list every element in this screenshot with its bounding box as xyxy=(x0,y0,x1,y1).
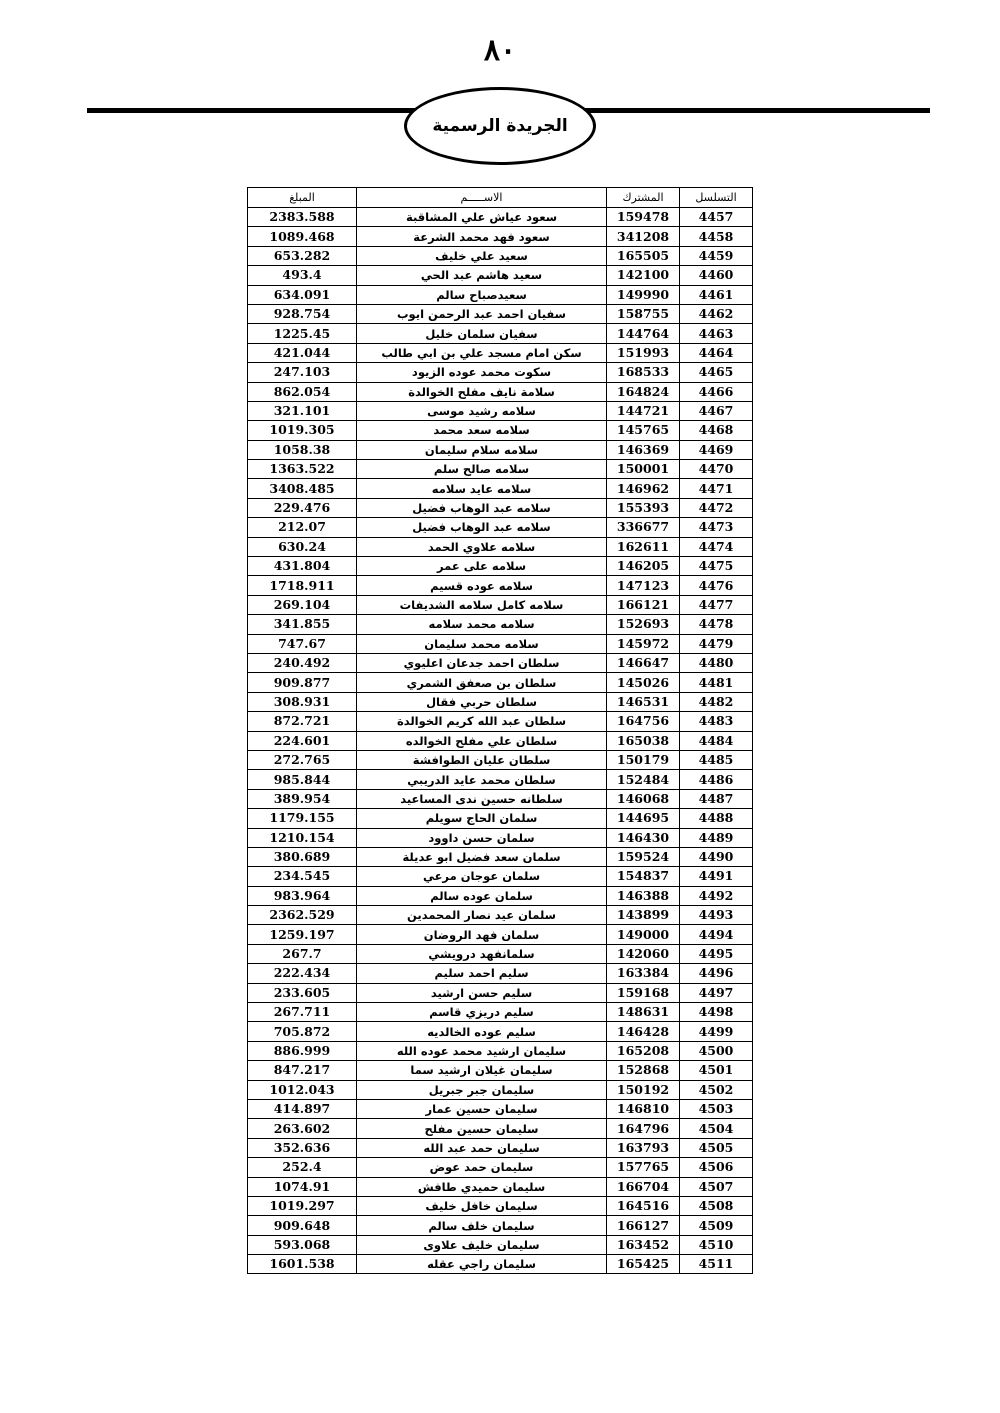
column-header-subscriber: المشترك xyxy=(607,188,680,208)
table-row xyxy=(248,363,753,382)
subscriber-cell: 148631 xyxy=(607,1003,680,1022)
subscriber-cell: 144721 xyxy=(607,401,680,420)
table-row xyxy=(248,518,753,537)
subscriber-cell: 164824 xyxy=(607,382,680,401)
name-cell: سلامه عبد الوهاب فضيل xyxy=(357,518,607,537)
table-row xyxy=(248,246,753,265)
subscriber-cell: 168533 xyxy=(607,363,680,382)
name-cell: سعود فهد محمد الشرعة xyxy=(357,227,607,246)
subscriber-cell: 146369 xyxy=(607,440,680,459)
name-cell: سليمان حسين عمار xyxy=(357,1099,607,1118)
table-row xyxy=(248,692,753,711)
serial-cell: 4491 xyxy=(680,867,753,886)
table-row xyxy=(248,867,753,886)
serial-cell: 4480 xyxy=(680,653,753,672)
amount-cell: 705.872 xyxy=(248,1022,357,1041)
name-cell: سكن امام مسجد علي بن ابي طالب xyxy=(357,343,607,362)
amount-cell: 1210.154 xyxy=(248,828,357,847)
serial-cell: 4482 xyxy=(680,692,753,711)
amount-cell: 421.044 xyxy=(248,343,357,362)
name-cell: سلمان سعد فضيل ابو عديلة xyxy=(357,847,607,866)
subscriber-cell: 146205 xyxy=(607,557,680,576)
serial-cell: 4505 xyxy=(680,1138,753,1157)
serial-cell: 4500 xyxy=(680,1041,753,1060)
subscriber-cell: 150001 xyxy=(607,460,680,479)
table-row xyxy=(248,1041,753,1060)
subscriber-cell: 152693 xyxy=(607,615,680,634)
amount-cell: 233.605 xyxy=(248,983,357,1002)
name-cell: سليمان راجي عقله xyxy=(357,1255,607,1274)
serial-cell: 4461 xyxy=(680,285,753,304)
subscriber-cell: 145765 xyxy=(607,421,680,440)
amount-cell: 247.103 xyxy=(248,363,357,382)
name-cell: سليمان حميدي طافش xyxy=(357,1177,607,1196)
table-row xyxy=(248,440,753,459)
amount-cell: 985.844 xyxy=(248,770,357,789)
table-row xyxy=(248,1177,753,1196)
amount-cell: 1058.38 xyxy=(248,440,357,459)
amount-cell: 229.476 xyxy=(248,498,357,517)
name-cell: سلمان حسن داوود xyxy=(357,828,607,847)
serial-cell: 4487 xyxy=(680,789,753,808)
payments-table-container xyxy=(247,187,752,1274)
table-row xyxy=(248,1119,753,1138)
subscriber-cell: 152868 xyxy=(607,1061,680,1080)
amount-cell: 653.282 xyxy=(248,246,357,265)
serial-cell: 4459 xyxy=(680,246,753,265)
amount-cell: 431.804 xyxy=(248,557,357,576)
amount-cell: 1019.297 xyxy=(248,1196,357,1215)
column-header-amount: المبلغ xyxy=(248,188,357,208)
amount-cell: 747.67 xyxy=(248,634,357,653)
subscriber-cell: 163793 xyxy=(607,1138,680,1157)
serial-cell: 4471 xyxy=(680,479,753,498)
amount-cell: 909.877 xyxy=(248,673,357,692)
amount-cell: 630.24 xyxy=(248,537,357,556)
name-cell: سلامه كامل سلامه الشديفات xyxy=(357,595,607,614)
amount-cell: 862.054 xyxy=(248,382,357,401)
subscriber-cell: 147123 xyxy=(607,576,680,595)
name-cell: سلامه عايد سلامه xyxy=(357,479,607,498)
subscriber-cell: 165038 xyxy=(607,731,680,750)
table-row xyxy=(248,343,753,362)
table-row xyxy=(248,1080,753,1099)
amount-cell: 352.636 xyxy=(248,1138,357,1157)
table-row xyxy=(248,886,753,905)
serial-cell: 4492 xyxy=(680,886,753,905)
serial-cell: 4478 xyxy=(680,615,753,634)
subscriber-cell: 164516 xyxy=(607,1196,680,1215)
serial-cell: 4498 xyxy=(680,1003,753,1022)
table-row xyxy=(248,1255,753,1274)
name-cell: سليمان خلف سالم xyxy=(357,1216,607,1235)
table-row xyxy=(248,1003,753,1022)
name-cell: سلمانفهد درويشي xyxy=(357,944,607,963)
table-row xyxy=(248,557,753,576)
amount-cell: 240.492 xyxy=(248,653,357,672)
serial-cell: 4470 xyxy=(680,460,753,479)
subscriber-cell: 336677 xyxy=(607,518,680,537)
amount-cell: 1363.522 xyxy=(248,460,357,479)
table-body xyxy=(248,208,753,1274)
amount-cell: 414.897 xyxy=(248,1099,357,1118)
amount-cell: 1718.911 xyxy=(248,576,357,595)
name-cell: سفيان سلمان خليل xyxy=(357,324,607,343)
name-cell: سعيدصباح سالم xyxy=(357,285,607,304)
amount-cell: 886.999 xyxy=(248,1041,357,1060)
name-cell: سفيان احمد عبد الرحمن ايوب xyxy=(357,304,607,323)
serial-cell: 4490 xyxy=(680,847,753,866)
amount-cell: 1089.468 xyxy=(248,227,357,246)
name-cell: سلمان عوجان مرعي xyxy=(357,867,607,886)
amount-cell: 1259.197 xyxy=(248,925,357,944)
table-row xyxy=(248,673,753,692)
name-cell: سلامة نايف مفلح الخوالدة xyxy=(357,382,607,401)
serial-cell: 4510 xyxy=(680,1235,753,1254)
name-cell: سلمان عيد نصار المحمدين xyxy=(357,906,607,925)
subscriber-cell: 146430 xyxy=(607,828,680,847)
serial-cell: 4464 xyxy=(680,343,753,362)
serial-cell: 4507 xyxy=(680,1177,753,1196)
name-cell: سلطان بن صعفق الشمري xyxy=(357,673,607,692)
serial-cell: 4509 xyxy=(680,1216,753,1235)
table-row xyxy=(248,1158,753,1177)
name-cell: سلامه سعد محمد xyxy=(357,421,607,440)
serial-cell: 4472 xyxy=(680,498,753,517)
serial-cell: 4476 xyxy=(680,576,753,595)
table-row xyxy=(248,634,753,653)
amount-cell: 1074.91 xyxy=(248,1177,357,1196)
amount-cell: 341.855 xyxy=(248,615,357,634)
serial-cell: 4504 xyxy=(680,1119,753,1138)
name-cell: سلامه عوده قسيم xyxy=(357,576,607,595)
table-row xyxy=(248,460,753,479)
serial-cell: 4465 xyxy=(680,363,753,382)
name-cell: سكوت محمد عوده الزيود xyxy=(357,363,607,382)
amount-cell: 493.4 xyxy=(248,266,357,285)
name-cell: سلامه محمد سليمان xyxy=(357,634,607,653)
table-row xyxy=(248,906,753,925)
name-cell: سلطان عبد الله كريم الخوالدة xyxy=(357,712,607,731)
name-cell: سلطان احمد جدعان اعليوي xyxy=(357,653,607,672)
serial-cell: 4502 xyxy=(680,1080,753,1099)
name-cell: سلامه على عمر xyxy=(357,557,607,576)
amount-cell: 272.765 xyxy=(248,750,357,769)
table-row xyxy=(248,1099,753,1118)
table-row xyxy=(248,809,753,828)
amount-cell: 634.091 xyxy=(248,285,357,304)
table-row xyxy=(248,576,753,595)
amount-cell: 224.601 xyxy=(248,731,357,750)
table-row xyxy=(248,324,753,343)
serial-cell: 4499 xyxy=(680,1022,753,1041)
subscriber-cell: 159168 xyxy=(607,983,680,1002)
serial-cell: 4474 xyxy=(680,537,753,556)
gazette-title: الجريدة الرسمية xyxy=(432,116,568,136)
serial-cell: 4473 xyxy=(680,518,753,537)
table-row xyxy=(248,1235,753,1254)
serial-cell: 4457 xyxy=(680,208,753,227)
amount-cell: 872.721 xyxy=(248,712,357,731)
serial-cell: 4463 xyxy=(680,324,753,343)
amount-cell: 2362.529 xyxy=(248,906,357,925)
subscriber-cell: 163384 xyxy=(607,964,680,983)
table-row xyxy=(248,285,753,304)
table-row xyxy=(248,615,753,634)
name-cell: سلطانه حسين ندى المساعيد xyxy=(357,789,607,808)
amount-cell: 212.07 xyxy=(248,518,357,537)
name-cell: سليمان حمد عوض xyxy=(357,1158,607,1177)
serial-cell: 4484 xyxy=(680,731,753,750)
name-cell: سليم احمد سليم xyxy=(357,964,607,983)
table-row xyxy=(248,1022,753,1041)
subscriber-cell: 149990 xyxy=(607,285,680,304)
table-row xyxy=(248,1216,753,1235)
table-row xyxy=(248,227,753,246)
serial-cell: 4469 xyxy=(680,440,753,459)
subscriber-cell: 165505 xyxy=(607,246,680,265)
subscriber-cell: 146068 xyxy=(607,789,680,808)
subscriber-cell: 166127 xyxy=(607,1216,680,1235)
name-cell: سلطان عليان الطوافشة xyxy=(357,750,607,769)
table-row xyxy=(248,382,753,401)
column-header-name: الاســـــم xyxy=(357,188,607,208)
subscriber-cell: 152484 xyxy=(607,770,680,789)
subscriber-cell: 142100 xyxy=(607,266,680,285)
amount-cell: 263.602 xyxy=(248,1119,357,1138)
amount-cell: 389.954 xyxy=(248,789,357,808)
amount-cell: 267.711 xyxy=(248,1003,357,1022)
name-cell: سليمان خليف علاوى xyxy=(357,1235,607,1254)
serial-cell: 4508 xyxy=(680,1196,753,1215)
name-cell: سليم دريزي قاسم xyxy=(357,1003,607,1022)
amount-cell: 3408.485 xyxy=(248,479,357,498)
table-row xyxy=(248,789,753,808)
amount-cell: 321.101 xyxy=(248,401,357,420)
amount-cell: 222.434 xyxy=(248,964,357,983)
serial-cell: 4486 xyxy=(680,770,753,789)
table-row xyxy=(248,983,753,1002)
name-cell: سليم حسن ارشيد xyxy=(357,983,607,1002)
table-row xyxy=(248,304,753,323)
amount-cell: 308.931 xyxy=(248,692,357,711)
subscriber-cell: 155393 xyxy=(607,498,680,517)
amount-cell: 1225.45 xyxy=(248,324,357,343)
table-row xyxy=(248,750,753,769)
subscriber-cell: 149000 xyxy=(607,925,680,944)
subscriber-cell: 151993 xyxy=(607,343,680,362)
serial-cell: 4489 xyxy=(680,828,753,847)
name-cell: سليمان ارشيد محمد عوده الله xyxy=(357,1041,607,1060)
serial-cell: 4503 xyxy=(680,1099,753,1118)
serial-cell: 4497 xyxy=(680,983,753,1002)
subscriber-cell: 143899 xyxy=(607,906,680,925)
amount-cell: 1601.538 xyxy=(248,1255,357,1274)
name-cell: سلامه عبد الوهاب فضيل xyxy=(357,498,607,517)
serial-cell: 4466 xyxy=(680,382,753,401)
subscriber-cell: 146531 xyxy=(607,692,680,711)
serial-cell: 4460 xyxy=(680,266,753,285)
subscriber-cell: 159524 xyxy=(607,847,680,866)
name-cell: سلمان عوده سالم xyxy=(357,886,607,905)
table-row xyxy=(248,828,753,847)
amount-cell: 267.7 xyxy=(248,944,357,963)
serial-cell: 4483 xyxy=(680,712,753,731)
name-cell: سلطان محمد عايد الدريبي xyxy=(357,770,607,789)
amount-cell: 593.068 xyxy=(248,1235,357,1254)
subscriber-cell: 146388 xyxy=(607,886,680,905)
name-cell: سلمان فهد الروضان xyxy=(357,925,607,944)
serial-cell: 4481 xyxy=(680,673,753,692)
amount-cell: 909.648 xyxy=(248,1216,357,1235)
subscriber-cell: 146428 xyxy=(607,1022,680,1041)
subscriber-cell: 145972 xyxy=(607,634,680,653)
serial-cell: 4485 xyxy=(680,750,753,769)
name-cell: سليم عوده الخالديه xyxy=(357,1022,607,1041)
name-cell: سليمان جبر جبريل xyxy=(357,1080,607,1099)
header-oval xyxy=(404,87,596,165)
name-cell: سلامه علاوي الحمد xyxy=(357,537,607,556)
payments-table xyxy=(247,187,753,1274)
subscriber-cell: 164796 xyxy=(607,1119,680,1138)
serial-cell: 4496 xyxy=(680,964,753,983)
subscriber-cell: 150179 xyxy=(607,750,680,769)
subscriber-cell: 166704 xyxy=(607,1177,680,1196)
amount-cell: 1019.305 xyxy=(248,421,357,440)
subscriber-cell: 144764 xyxy=(607,324,680,343)
serial-cell: 4477 xyxy=(680,595,753,614)
amount-cell: 1179.155 xyxy=(248,809,357,828)
serial-cell: 4506 xyxy=(680,1158,753,1177)
serial-cell: 4494 xyxy=(680,925,753,944)
subscriber-cell: 146647 xyxy=(607,653,680,672)
amount-cell: 380.689 xyxy=(248,847,357,866)
table-row xyxy=(248,595,753,614)
table-row xyxy=(248,925,753,944)
name-cell: سليمان حسين مفلح xyxy=(357,1119,607,1138)
subscriber-cell: 159478 xyxy=(607,208,680,227)
name-cell: سليمان حمد عبد الله xyxy=(357,1138,607,1157)
amount-cell: 269.104 xyxy=(248,595,357,614)
table-header-row xyxy=(248,188,753,208)
table-row xyxy=(248,498,753,517)
serial-cell: 4488 xyxy=(680,809,753,828)
serial-cell: 4493 xyxy=(680,906,753,925)
subscriber-cell: 166121 xyxy=(607,595,680,614)
table-row xyxy=(248,964,753,983)
table-row xyxy=(248,208,753,227)
subscriber-cell: 157765 xyxy=(607,1158,680,1177)
name-cell: سلامه صالح سلم xyxy=(357,460,607,479)
subscriber-cell: 341208 xyxy=(607,227,680,246)
serial-cell: 4462 xyxy=(680,304,753,323)
serial-cell: 4511 xyxy=(680,1255,753,1274)
table-row xyxy=(248,653,753,672)
table-row xyxy=(248,479,753,498)
table-row xyxy=(248,712,753,731)
table-row xyxy=(248,421,753,440)
serial-cell: 4468 xyxy=(680,421,753,440)
subscriber-cell: 146962 xyxy=(607,479,680,498)
amount-cell: 2383.588 xyxy=(248,208,357,227)
subscriber-cell: 165425 xyxy=(607,1255,680,1274)
table-row xyxy=(248,537,753,556)
name-cell: سليمان خافل خليف xyxy=(357,1196,607,1215)
serial-cell: 4495 xyxy=(680,944,753,963)
subscriber-cell: 165208 xyxy=(607,1041,680,1060)
amount-cell: 1012.043 xyxy=(248,1080,357,1099)
serial-cell: 4501 xyxy=(680,1061,753,1080)
subscriber-cell: 154837 xyxy=(607,867,680,886)
name-cell: سعيد هاشم عبد الحي xyxy=(357,266,607,285)
table-row xyxy=(248,1061,753,1080)
name-cell: سلمان الحاج سويلم xyxy=(357,809,607,828)
subscriber-cell: 150192 xyxy=(607,1080,680,1099)
table-row xyxy=(248,731,753,750)
subscriber-cell: 145026 xyxy=(607,673,680,692)
subscriber-cell: 144695 xyxy=(607,809,680,828)
subscriber-cell: 164756 xyxy=(607,712,680,731)
serial-cell: 4458 xyxy=(680,227,753,246)
serial-cell: 4479 xyxy=(680,634,753,653)
table-row xyxy=(248,944,753,963)
table-row xyxy=(248,1196,753,1215)
table-row xyxy=(248,770,753,789)
serial-cell: 4475 xyxy=(680,557,753,576)
table-row xyxy=(248,1138,753,1157)
subscriber-cell: 142060 xyxy=(607,944,680,963)
subscriber-cell: 162611 xyxy=(607,537,680,556)
name-cell: سلطان حربي فقال xyxy=(357,692,607,711)
subscriber-cell: 163452 xyxy=(607,1235,680,1254)
subscriber-cell: 158755 xyxy=(607,304,680,323)
amount-cell: 983.964 xyxy=(248,886,357,905)
name-cell: سلامه رشيد موسى xyxy=(357,401,607,420)
name-cell: سعيد علي خليف xyxy=(357,246,607,265)
name-cell: سلامه سلام سليمان xyxy=(357,440,607,459)
subscriber-cell: 146810 xyxy=(607,1099,680,1118)
amount-cell: 234.545 xyxy=(248,867,357,886)
table-row xyxy=(248,266,753,285)
name-cell: سلامه محمد سلامه xyxy=(357,615,607,634)
name-cell: سليمان غيلان ارشيد سما xyxy=(357,1061,607,1080)
name-cell: سلطان علي مفلح الخوالده xyxy=(357,731,607,750)
name-cell: سعود عياش علي المشاقبة xyxy=(357,208,607,227)
page-number: ٨٠ xyxy=(483,33,517,68)
amount-cell: 928.754 xyxy=(248,304,357,323)
amount-cell: 847.217 xyxy=(248,1061,357,1080)
table-row xyxy=(248,401,753,420)
column-header-serial: التسلسل xyxy=(680,188,753,208)
table-row xyxy=(248,847,753,866)
amount-cell: 252.4 xyxy=(248,1158,357,1177)
serial-cell: 4467 xyxy=(680,401,753,420)
